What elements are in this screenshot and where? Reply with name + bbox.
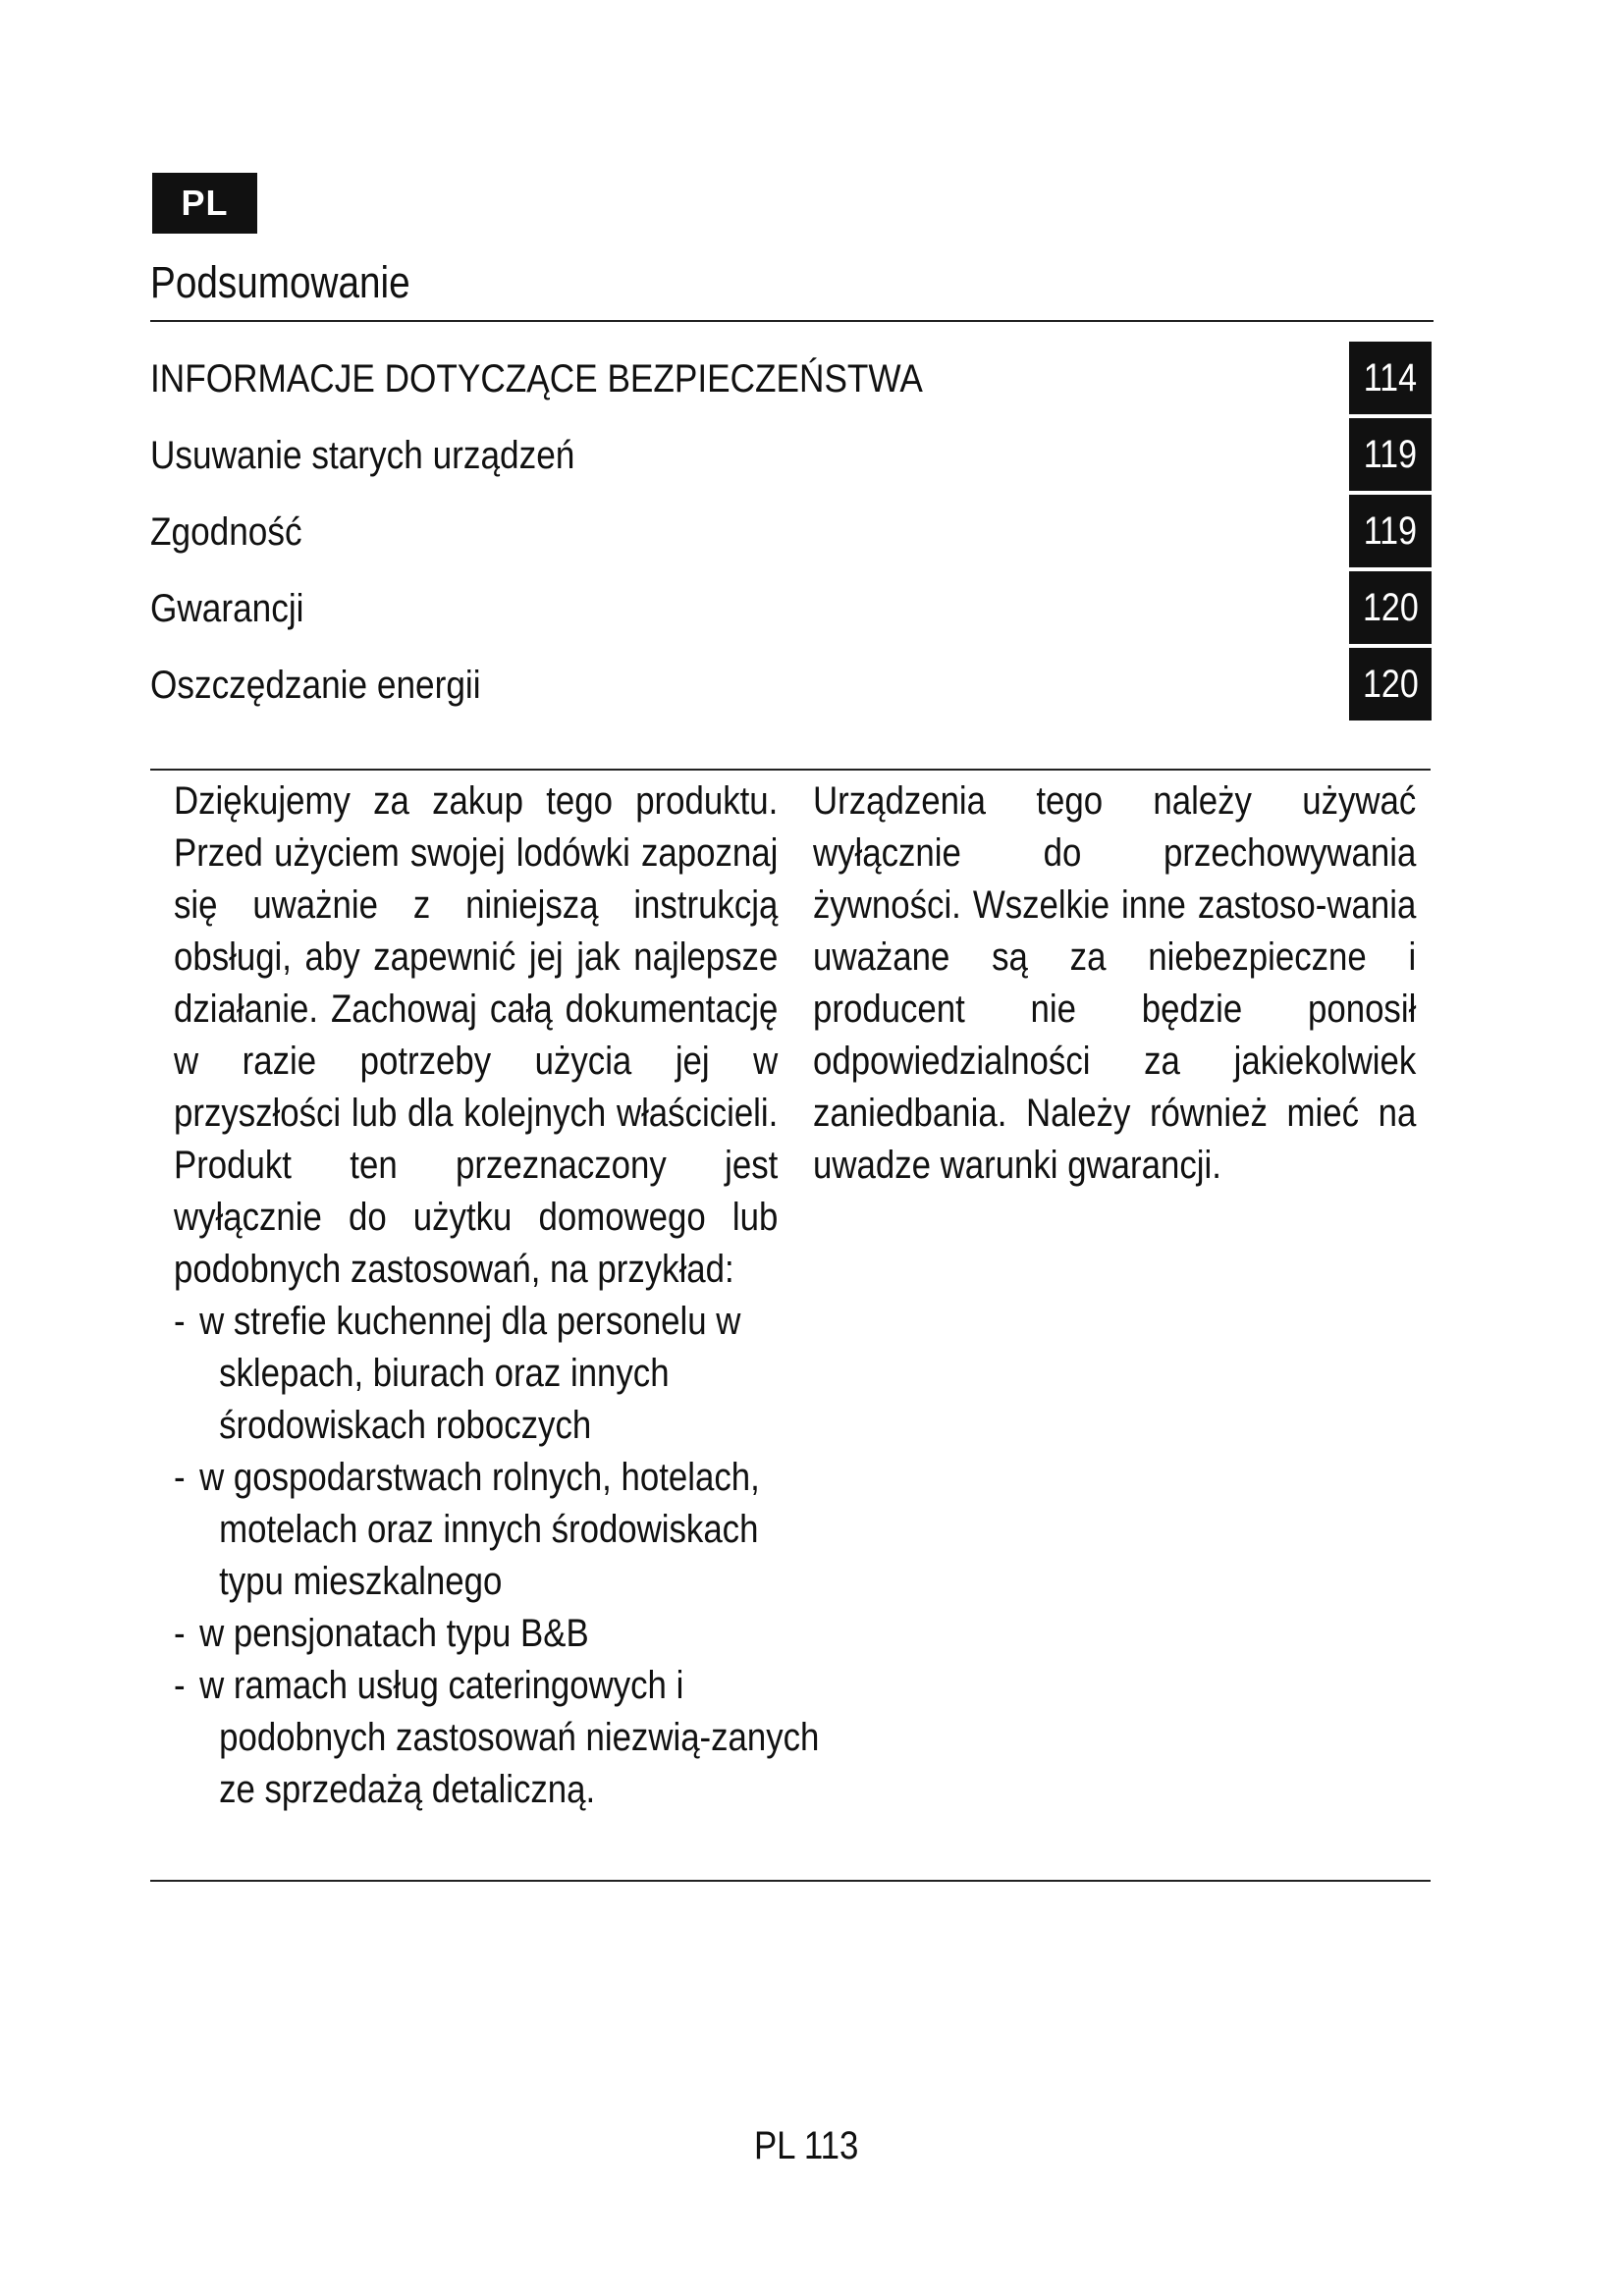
toc-entry-label: Gwarancji bbox=[150, 587, 304, 630]
list-item bbox=[174, 1608, 823, 1660]
toc-page-number: 120 bbox=[1349, 571, 1432, 644]
toc-entry-energy-saving[interactable] bbox=[150, 648, 1434, 724]
toc-page-number: 119 bbox=[1349, 495, 1432, 567]
section-divider bbox=[150, 769, 1431, 771]
bullet-dash: - bbox=[174, 1300, 186, 1343]
bullet-dash: - bbox=[174, 1664, 186, 1707]
list-item bbox=[174, 1452, 823, 1608]
intro-left-column bbox=[174, 775, 820, 1816]
table-of-contents bbox=[150, 342, 1434, 724]
toc-page-number: 120 bbox=[1349, 648, 1432, 721]
usage-warning-paragraph: Urządzenia tego należy używać wyłącznie do przechowywania żywności. Wszelkie inne zastoso-wania uważane są za niebezpieczne i producent nie będzie ponosił odpowiedzialności za jakiekolwiek zaniedbania. Należy również mieć na uwadze warunki gwarancji. bbox=[813, 779, 1417, 1187]
page-number: PL 113 bbox=[753, 2124, 859, 2167]
list-item-text: w strefie kuchennej dla personelu w sklepach, biurach oraz innych środowiskach roboczych bbox=[199, 1300, 741, 1447]
bullet-dash: - bbox=[174, 1456, 186, 1499]
list-item-text: w ramach usług cateringowych i podobnych zastosowań niezwią-zanych ze sprzedażą detaliczną. bbox=[199, 1664, 820, 1811]
bullet-dash: - bbox=[174, 1612, 186, 1655]
toc-entry-compliance[interactable] bbox=[150, 495, 1434, 571]
title-divider bbox=[150, 320, 1434, 322]
bottom-divider bbox=[150, 1880, 1431, 1882]
page-title: Podsumowanie bbox=[150, 257, 410, 307]
toc-entry-label: Zgodność bbox=[150, 510, 302, 554]
toc-entry-label: Usuwanie starych urządzeń bbox=[150, 434, 575, 477]
list-item-text: w gospodarstwach rolnych, hotelach, motelach oraz innych środowiskach typu mieszkalnego bbox=[199, 1456, 760, 1603]
language-badge: PL bbox=[152, 173, 257, 234]
toc-entry-label: Oszczędzanie energii bbox=[150, 664, 481, 707]
list-item bbox=[174, 1296, 823, 1452]
toc-entry-safety[interactable] bbox=[150, 342, 1434, 418]
intro-right-column bbox=[813, 775, 1416, 1192]
toc-page-number: 119 bbox=[1349, 418, 1432, 491]
intro-paragraph: Dziękujemy za zakup tego produktu. Przed użyciem swojej lodówki zapoznaj się uważnie z niniejszą instrukcją obsługi, aby zapewnić jej jak najlepsze działanie. Zachowaj całą dokumentację w razie potrzeby użycia jej w przyszłości lub dla kolejnych właścicieli. Produkt ten przeznaczony jest wyłącznie do użytku domowego lub podobnych zastosowań, na przykład: bbox=[174, 779, 779, 1291]
toc-entry-disposal[interactable] bbox=[150, 418, 1434, 495]
usage-list bbox=[174, 1296, 820, 1816]
list-item-text: w pensjonatach typu B&B bbox=[199, 1612, 589, 1655]
list-item bbox=[174, 1660, 823, 1816]
toc-entry-label: INFORMACJE DOTYCZĄCE BEZPIECZEŃSTWA bbox=[150, 357, 923, 400]
toc-entry-warranty[interactable] bbox=[150, 571, 1434, 648]
toc-page-number: 114 bbox=[1349, 342, 1432, 414]
